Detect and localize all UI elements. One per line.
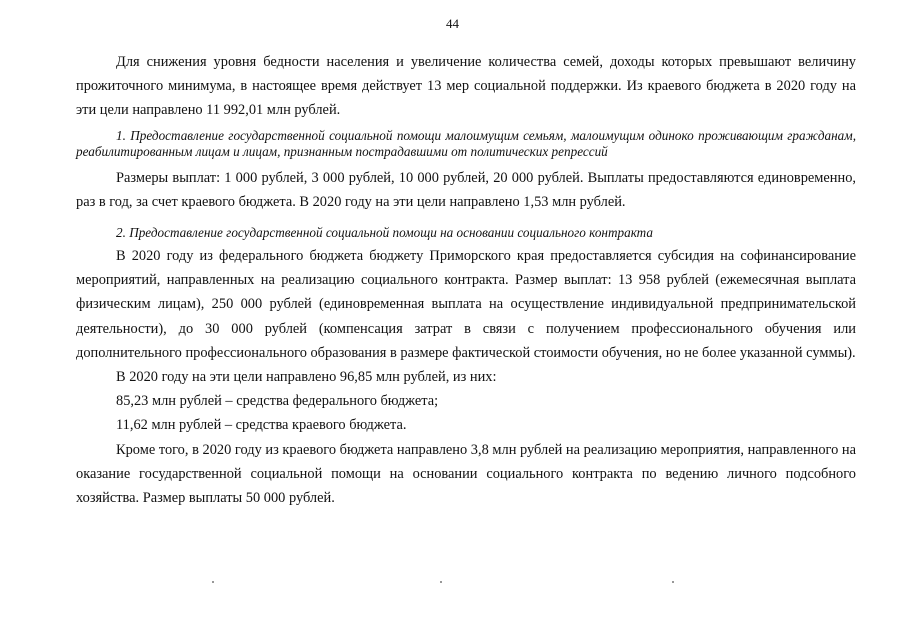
scan-speck [672,581,674,583]
paragraph-social-contract: В 2020 году из федерального бюджета бюджету Приморского края предоставляется субсидия на софинансирование мероприятий, направленных на реализацию социального контракта. Размер выплат: 13 958 рублей (ежемесячная выплата физическим лицам), 250 000 рублей (единовременная выплата на осуществление индивидуальной предпринимательской деятельности), до 30 000 рублей (компенсация затрат в связи с получением профессионального обучения или дополнительного профессионального образования в размере фактической стоимости обучения, но не более указанной суммы). [76,248,856,361]
document-body [76,50,856,510]
scan-speck [440,581,442,583]
section-heading-2: 2. Предоставление государственной социальной помощи на основании социального контракта [116,225,653,241]
paragraph-federal-funds: 85,23 млн рублей – средства федерального бюджета; [116,393,439,410]
page-number: 44 [446,16,459,31]
paragraph-intro: Для снижения уровня бедности населения и увеличение количества семей, доходы которых превышают величину прожиточного минимума, в настоящее время действует 13 мер социальной поддержки. Из краевого бюджета в 2020 году на эти цели направлено 11 992,01 млн рублей. [76,54,856,119]
paragraph-regional-funds: 11,62 млн рублей – средства краевого бюджета. [116,417,407,434]
paragraph-payments: Размеры выплат: 1 000 рублей, 3 000 рублей, 10 000 рублей, 20 000 рублей. Выплаты предоставляются единовременно, раз в год, за счет краевого бюджета. В 2020 году на эти цели направлено 1,53 млн рублей. [76,169,856,210]
section-heading-1: 1. Предоставление государственной социальной помощи малоимущим семьям, малоимущим одиноко проживающим гражданам, реабилитированным лицам и лицам, признанным пострадавшими от политических репрессий [76,127,856,159]
paragraph-household-farming: Кроме того, в 2020 году из краевого бюджета направлено 3,8 млн рублей на реализацию мероприятия, направленного на оказание государственной социальной помощи на основании социального контракта по ведению личного подсобного хозяйства. Размер выплаты 50 000 рублей. [76,441,856,507]
scan-speck [212,581,214,583]
paragraph-funding-total: В 2020 году на эти цели направлено 96,85 млн рублей, из них: [116,369,497,386]
